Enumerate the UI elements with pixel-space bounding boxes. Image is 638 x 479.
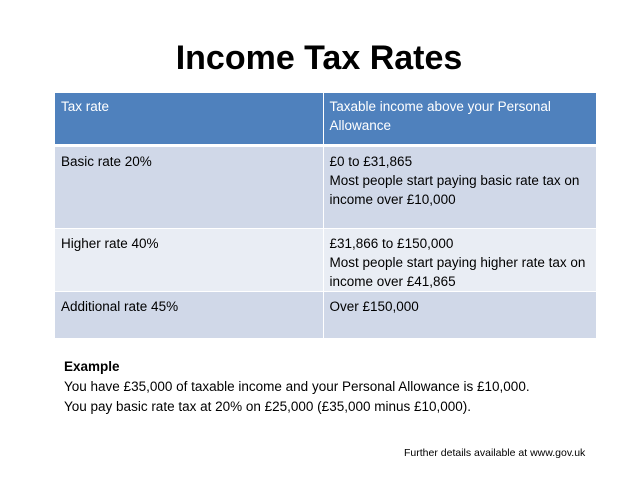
tax-rates-table: [55, 93, 597, 339]
rate-cell: Higher rate 40%: [55, 228, 323, 291]
income-range: £0 to £31,865: [329, 153, 413, 169]
footnote: Further details available at www.gov.uk: [404, 447, 586, 459]
example-heading: Example: [64, 359, 120, 374]
income-cell: [323, 145, 596, 228]
rate-cell: Basic rate 20%: [55, 145, 323, 228]
income-range: £31,866 to £150,000: [329, 235, 454, 251]
example-line: You have £35,000 of taxable income and your Personal Allowance is £10,000.: [64, 379, 530, 394]
income-cell: [323, 291, 596, 338]
table-row: [55, 291, 596, 338]
example-box: [64, 357, 530, 417]
income-cell: [323, 228, 596, 291]
column-header-taxable-income: Taxable income above your Personal Allowance: [323, 93, 596, 145]
income-range: Over £150,000: [329, 298, 419, 314]
column-header-tax-rate: Tax rate: [55, 93, 323, 145]
example-line: You pay basic rate tax at 20% on £25,000 (£35,000 minus £10,000).: [64, 399, 472, 414]
page-title: Income Tax Rates: [175, 39, 463, 77]
table-row: [55, 228, 596, 291]
income-note: Most people start paying basic rate tax on income over £10,000: [329, 172, 580, 207]
rate-cell: Additional rate 45%: [55, 291, 323, 338]
table-header-row: [55, 93, 596, 145]
table-row: [55, 145, 596, 228]
income-note: Most people start paying higher rate tax on income over £41,865: [329, 254, 586, 289]
